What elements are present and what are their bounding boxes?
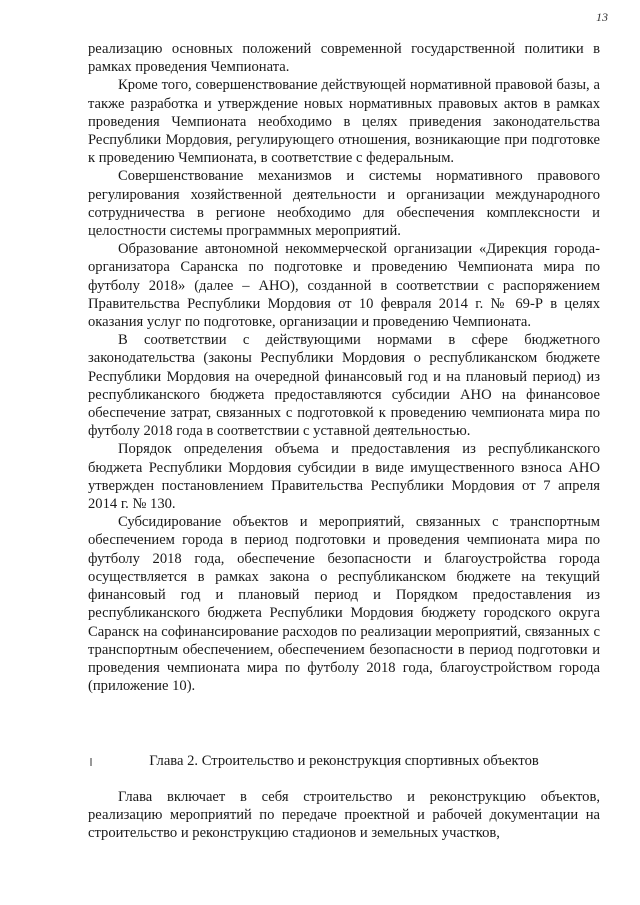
chapter-body bbox=[88, 788, 600, 843]
paragraph: Субсидирование объектов и мероприятий, связанных с транспортным обеспечением города в период подготовки и проведения чемпионата мира по футболу 2018 года, обеспечение безопасности и благоустройства города осуществляется в рамках закона о республиканском бюджете на текущий финансовый год и плановый период и Порядком предоставления из республиканского бюджета Республики Мордовия бюджету городского округа Саранск на софинансирование расходов по реализации мероприятий, связанных с транспортным обеспечением, обеспечением безопасности в период подготовки и проведения чемпионата мира по футболу 2018 года, благоустройством города (приложение 10). bbox=[88, 514, 600, 695]
document-body bbox=[88, 40, 600, 695]
page-number: 13 bbox=[596, 10, 608, 24]
paragraph-continuation: реализацию основных положений современной государственной политики в рамках проведения Чемпионата. bbox=[88, 41, 600, 76]
paragraph: Порядок определения объема и предоставления из республиканского бюджета Республики Мордовия субсидии в виде имущественного взноса АНО утвержден постановлением Правительства Республики Мордовия от 7 апреля 2014 г. № 130. bbox=[88, 441, 600, 513]
paragraph: Глава включает в себя строительство и реконструкцию объектов, реализацию мероприятий по передаче проектной и рабочей документации на строительство и реконструкцию стадионов и земельных участков, bbox=[88, 789, 600, 842]
paragraph: Кроме того, совершенствование действующей нормативной правовой базы, а также разработка и утверждение новых нормативных правовых актов в рамках проведения Чемпионата необходимо в целях приведения законодательства Республики Мордовия, регулирующего отношения, возникающие при подготовке к проведению Чемпионата, в соответствие с федеральным. bbox=[88, 77, 600, 167]
chapter-heading: Глава 2. Строительство и реконструкция спортивных объектов bbox=[149, 753, 539, 769]
paragraph: Образование автономной некоммерческой организации «Дирекция города-организатора Саранска по подготовке и проведению Чемпионата мира по футболу 2018» (далее – АНО), созданной в соответствии с распоряжением Правительства Республики Мордовия от 10 февраля 2014 г. № 69-Р в целях оказания услуг по подготовке, организации и проведению Чемпионата. bbox=[88, 241, 600, 331]
paragraph: Совершенствование механизмов и системы нормативного правового регулирования хозяйственной деятельности и организации международного сотрудничества в регионе необходимо для обеспечения комплексности и целостности системы программных мероприятий. bbox=[88, 168, 600, 240]
paragraph: В соответствии с действующими нормами в сфере бюджетного законодательства (законы Республики Мордовия о республиканском бюджете Республики Мордовия на очередной финансовый год и на плановый период) из республиканского бюджета предоставляются субсидии АНО на финансовое обеспечение затрат, связанных с подготовкой к проведению чемпионата мира по футболу 2018 года в соответствии с уставной деятельностью. bbox=[88, 332, 600, 440]
